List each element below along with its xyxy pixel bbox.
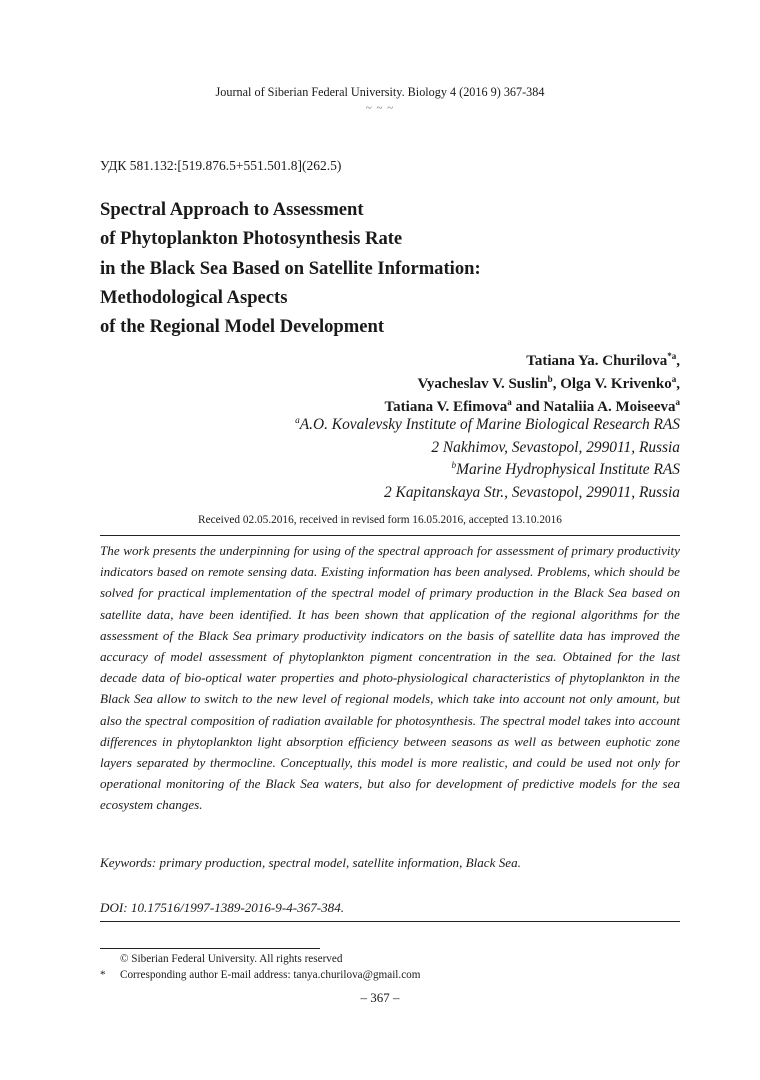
article-title bbox=[100, 195, 680, 341]
author-separator: , bbox=[676, 376, 680, 392]
author-affiliation-mark: b bbox=[547, 374, 553, 384]
copyright-text: © Siberian Federal University. All rights reserved bbox=[120, 953, 343, 965]
footnote-rule bbox=[100, 948, 320, 949]
title-line: Methodological Aspects bbox=[100, 286, 288, 308]
received-dates: Received 02.05.2016, received in revised form 16.05.2016, accepted 13.10.2016 bbox=[198, 514, 562, 526]
affiliation-mark: a bbox=[295, 414, 300, 425]
author-separator: and bbox=[511, 399, 544, 415]
author-name: Olga V. Krivenko bbox=[560, 376, 672, 392]
title-line: in the Black Sea Based on Satellite Information: bbox=[100, 257, 481, 279]
abstract-bottom-rule bbox=[100, 921, 680, 922]
footnote-corresponding bbox=[100, 967, 680, 983]
author-line bbox=[385, 350, 680, 373]
affiliation-address: 2 Kapitanskaya Str., Sevastopol, 299011, Russia bbox=[384, 483, 680, 501]
affiliation-line bbox=[295, 414, 680, 437]
author-name: Vyacheslav V. Suslin bbox=[417, 376, 548, 392]
affiliations bbox=[295, 414, 680, 504]
udc-code: УДК 581.132:[519.876.5+551.501.8](262.5) bbox=[100, 158, 342, 173]
author-name: Tatiana V. Efimova bbox=[384, 399, 508, 415]
title-line: of the Regional Model Development bbox=[100, 316, 385, 338]
footnotes bbox=[100, 951, 680, 983]
affiliation-institute: A.O. Kovalevsky Institute of Marine Biological Research RAS bbox=[299, 416, 680, 433]
keywords: Keywords: primary production, spectral model, satellite information, Black Sea. bbox=[100, 855, 521, 870]
footnote-copyright bbox=[100, 951, 680, 967]
author-affiliation-mark: a bbox=[671, 374, 677, 384]
affiliation-mark: b bbox=[451, 460, 457, 471]
author-affiliation-mark: *a bbox=[667, 351, 677, 361]
doi: DOI: 10.17516/1997-1389-2016-9-4-367-384. bbox=[100, 900, 345, 915]
author-affiliation-mark: a bbox=[675, 397, 680, 407]
author-separator: , bbox=[676, 353, 680, 369]
journal-header: Journal of Siberian Federal University. Biology 4 (2016 9) 367-384 bbox=[215, 85, 545, 99]
affiliation-address: 2 Nakhimov, Sevastopol, 299011, Russia bbox=[431, 438, 680, 456]
affiliation-line bbox=[295, 459, 680, 482]
author-line bbox=[385, 373, 680, 396]
title-line: of Phytoplankton Photosynthesis Rate bbox=[100, 228, 403, 250]
abstract-top-rule bbox=[100, 535, 680, 536]
abstract: The work presents the underpinning for using of the spectral approach for assessment of primary productivity indicators based on remote sensing data. Existing information has been analysed. Problems, which should be solved for practical implementation of the spectral model of primary production in the Black Sea based on satellite data, have been identified. It has been shown that application of the regional algorithms for the assessment of the Black Sea primary productivity indicators on the basis of satellite data has improved the accuracy of model assessment of phytoplankton pigment concentration in the sea. Obtained for the last decade data of bio-optical water properties and photo-physiological characteristics of phytoplankton in the Black Sea allow to switch to the new level of regional models, which take into account not only amount, but also the spectral composition of radiation available for photosynthesis. The spectral model takes into account differences in phytoplankton light absorption efficiency between seasons as well as between euphotic zone layers separated by thermocline. Conceptually, this model is more realistic, and could be used not only for operational monitoring of the Black Sea waters, but also for development of predictive models for the sea ecosystem changes. bbox=[100, 543, 680, 813]
title-line: Spectral Approach to Assessment bbox=[100, 199, 364, 220]
author-separator: , bbox=[552, 376, 561, 392]
author-list bbox=[385, 350, 680, 419]
header-ornament: ~ ~ ~ bbox=[365, 102, 395, 114]
footnote-asterisk: * bbox=[100, 969, 106, 981]
affiliation-institute: Marine Hydrophysical Institute RAS bbox=[456, 461, 680, 479]
author-affiliation-mark: a bbox=[507, 397, 512, 407]
corresponding-author-text: Corresponding author E-mail address: tanya.churilova@gmail.com bbox=[120, 969, 421, 981]
author-name: Nataliia A. Moiseeva bbox=[543, 399, 676, 415]
author-name: Tatiana Ya. Churilova bbox=[526, 353, 668, 369]
page-number: – 367 – bbox=[360, 990, 400, 1005]
